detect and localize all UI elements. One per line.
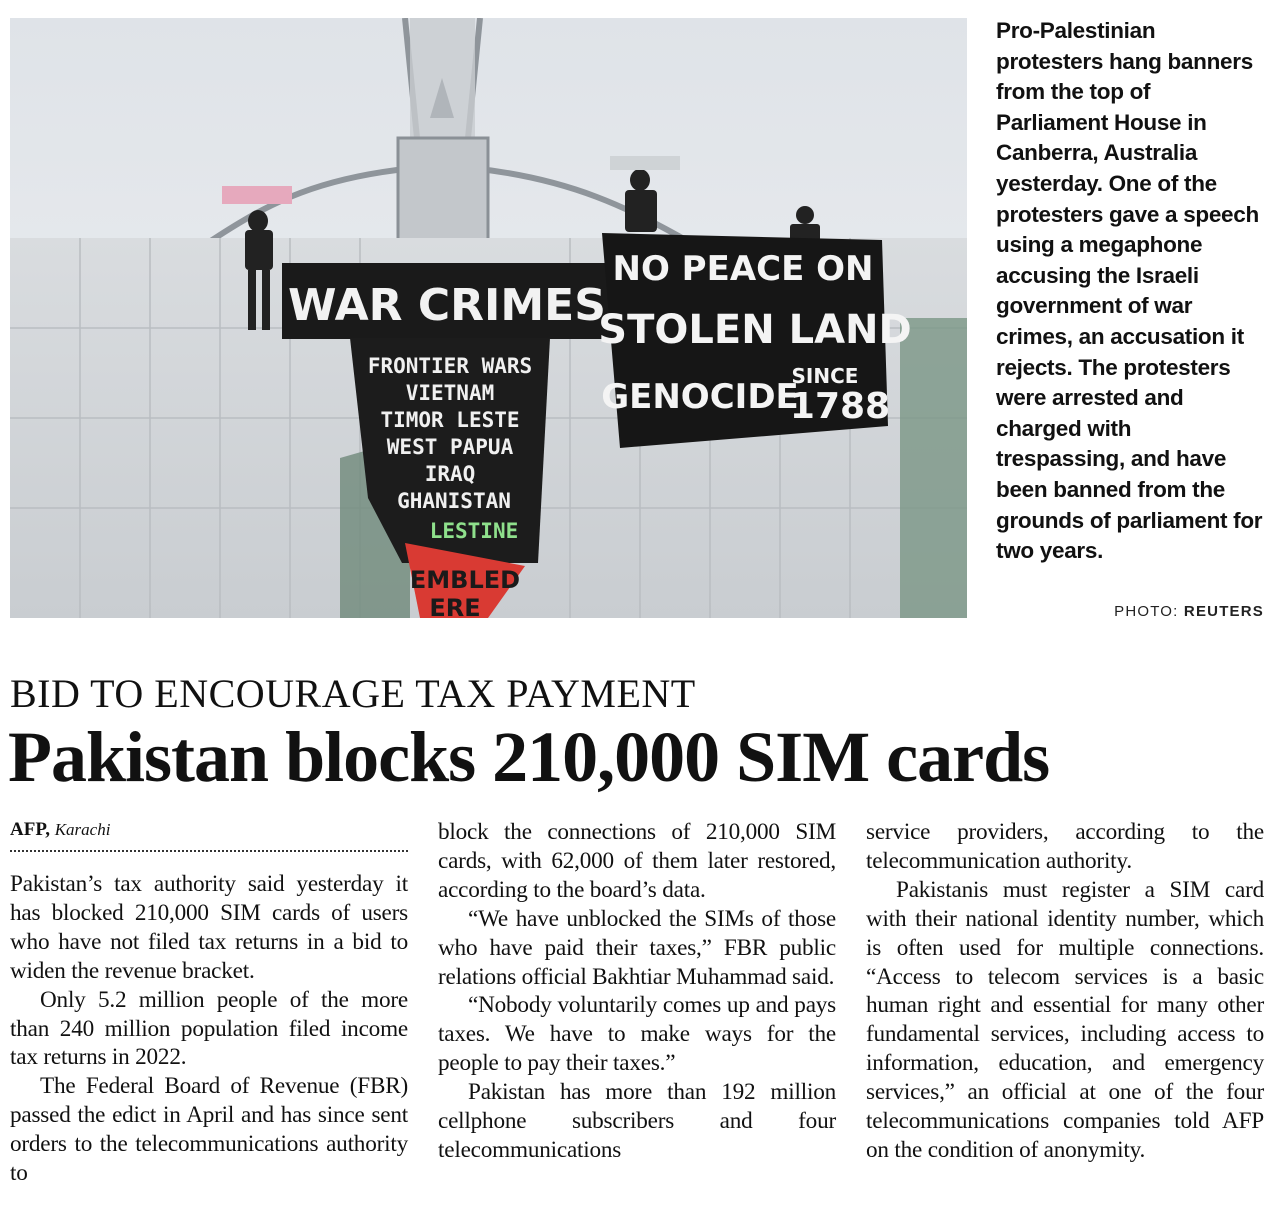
- war-crimes-text: WAR CRIMES: [288, 280, 606, 331]
- red-banner-line: EMBLED: [409, 566, 521, 594]
- paragraph: service providers, according to the telecommunication authority.: [866, 819, 1264, 874]
- byline: [10, 818, 408, 852]
- paragraph: “We have unblocked the SIMs of those who have paid their taxes,” FBR public relations official Bakhtiar Muhammad said.: [438, 905, 836, 990]
- list-line: LESTINE: [429, 519, 519, 543]
- no-peace-line: NO PEACE ON: [612, 249, 874, 289]
- stolen-land-line: STOLEN LAND: [598, 307, 912, 353]
- byline-agency: AFP,: [10, 819, 50, 840]
- paragraph: Pakistanis must register a SIM card with their national identity number, which is often used for multiple connections. “Access to telecom services is a basic human right and essential for many other fundamental services, including access to information, education, and emergency services,” an official at one of the four telecommunications companies told AFP on the condition of anonymity.: [866, 876, 1264, 1163]
- paragraph: block the connections of 210,000 SIM cards, with 62,000 of them later restored, according to the board’s data.: [438, 819, 836, 903]
- list-line: FRONTIER WARS: [367, 354, 533, 378]
- list-line: VIETNAM: [405, 381, 495, 405]
- photo-credit-source: REUTERS: [1183, 603, 1264, 620]
- year-text: 1788: [789, 386, 891, 427]
- article-kicker: BID TO ENCOURAGE TAX PAYMENT: [10, 671, 696, 716]
- news-photo: [10, 18, 967, 618]
- genocide-text: GENOCIDE: [601, 377, 799, 417]
- article-column-1: [10, 870, 408, 1188]
- article-headline: Pakistan blocks 210,000 SIM cards: [8, 717, 1050, 797]
- since-text: SINCE: [791, 364, 859, 388]
- list-line: GHANISTAN: [397, 489, 511, 513]
- photo-caption: Pro-Palestinian protesters hang banners from the top of Parliament House in Canberra, Australia yesterday. One of the protesters gave a speech using a megaphone accusing the Israeli government of war crimes, an accusation it rejects. The protesters were arrested and charged with trespassing, and have been banned from the grounds of parliament for two years.: [996, 18, 1263, 564]
- paragraph: Pakistan has more than 192 million cellphone subscribers and four telecommunications: [438, 1079, 836, 1163]
- red-banner-line: ERE: [429, 594, 481, 618]
- byline-location: Karachi: [54, 820, 111, 839]
- article-column-2: [438, 818, 836, 1165]
- article-column-3: [866, 818, 1264, 1165]
- list-line: IRAQ: [424, 462, 476, 486]
- paragraph: Only 5.2 million people of the more than 240 million population filed income tax returns in 2022.: [10, 986, 408, 1071]
- photo-credit: [1114, 603, 1264, 620]
- paragraph: The Federal Board of Revenue (FBR) passed the edict in April and has since sent orders to the telecommunications authority to: [10, 1073, 408, 1187]
- list-line: WEST PAPUA: [386, 435, 514, 459]
- list-line: TIMOR LESTE: [380, 408, 520, 432]
- photo-credit-label: PHOTO:: [1114, 603, 1179, 620]
- paragraph: “Nobody voluntarily comes up and pays taxes. We have to make ways for the people to pay their taxes.”: [438, 992, 836, 1077]
- paragraph: Pakistan’s tax authority said yesterday it has blocked 210,000 SIM cards of users who have not filed tax returns in a bid to widen the revenue bracket.: [10, 871, 408, 984]
